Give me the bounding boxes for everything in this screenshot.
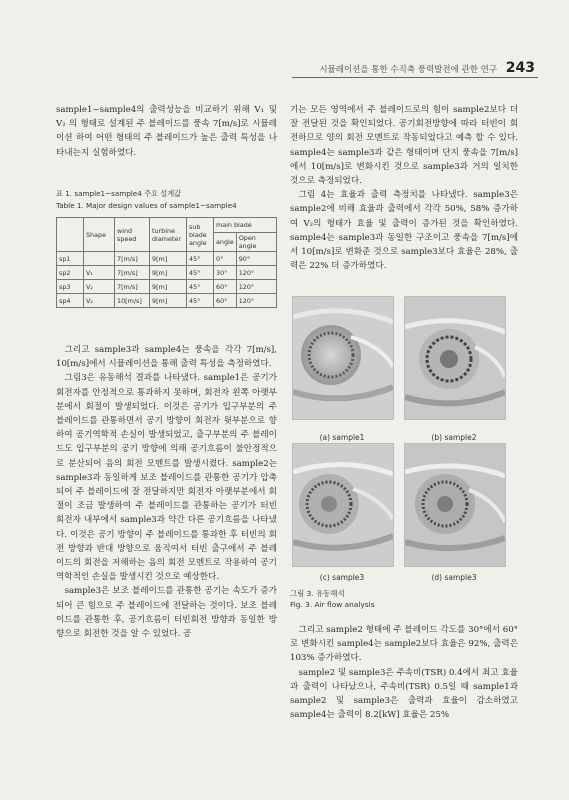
table-row: sp2 V₁ 7[m/s] 9[m] 45° 30° 120° bbox=[57, 266, 277, 280]
table-caption-en: Table 1. Major design values of sample1~sample4 bbox=[56, 201, 237, 210]
th-main-blade: main blade bbox=[214, 218, 277, 233]
table-corner bbox=[57, 218, 84, 252]
running-title: 시뮬레이션을 통한 수직축 풍력발전에 관한 연구 bbox=[319, 65, 498, 75]
right-paragraph: sample2 및 sample3은 주속비(TSR) 0.4에서 최고 효율과 출력이 나타났으나, 주속비(TSR) 0.5일 때 sample1과 sample2 및 sample3은 출력과 효율이 감소하였고 sample4는 출력이 8.2[kW] 효율은 25% bbox=[290, 667, 518, 721]
flow-image-sample3-c bbox=[292, 443, 394, 567]
left-paragraph: sample1~sample4의 출력성능을 비교하기 위해 V₁ 및 V₂ 의 형태로 설계된 주 블레이드를 풍속 7[m/s]로 시뮬레이션 하여 어떤 형태의 주 블레이드가 높은 출력 특성을 나타내는지 실험하였다. bbox=[56, 105, 277, 158]
table-row: sp4 V₂ 10[m/s] 9[m] 45° 60° 120° bbox=[57, 294, 277, 308]
th-angle: angle bbox=[214, 233, 237, 252]
table-caption-ko: 표 1. sample1~sample4 주요 설계값 bbox=[56, 189, 182, 198]
th-wind-speed: wind speed bbox=[115, 218, 150, 252]
flow-image-sample1 bbox=[292, 296, 394, 420]
figure-label-b: (b) sample2 bbox=[431, 433, 477, 442]
th-sub-blade-angle: sub blade angle bbox=[187, 218, 214, 252]
right-paragraph: 그림 4는 효율과 출력 측정치를 나타냈다. sample3은 sample2에 비해 효율과 출력에서 각각 50%, 58% 증가하여 V₂의 형태가 효율 및 출력이 증가된 것을 확인하였다. sample4는 sample3과 동일한 구조이고 풍속을 7[m/s]에서 10[m/s]로 변화준 것으로 sample3보다 효율은 28%, 출력은 22% 더 증가하였다. bbox=[290, 190, 518, 272]
right-column-top bbox=[290, 103, 518, 273]
flow-image-sample3-d bbox=[404, 443, 506, 567]
figure-caption-ko: 그림 3. 유동해석 bbox=[290, 589, 345, 598]
right-column-bottom bbox=[290, 623, 518, 722]
figure-label-c: (c) sample3 bbox=[319, 573, 365, 582]
running-header bbox=[295, 60, 535, 76]
right-paragraph: 기는 모든 영역에서 주 블레이드로의 힘이 sample2보다 더 잘 전달된 것을 확인되었다. 공기회전방향에 따라 터빈이 회전하므로 양의 회전 모멘트로 작동되었다고 예측 할 수 있다. sample4는 sample3과 같은 형태이며 단지 풍속을 7[m/s]에서 10[m/s]로 변화시킨 것으로 sample3과 거의 일치한 것으로 측정되었다. bbox=[290, 105, 518, 187]
table-row: sp3 V₂ 7[m/s] 9[m] 45° 60° 120° bbox=[57, 280, 277, 294]
left-paragraph: sample3은 보조 블레이드를 관통한 공기는 속도가 증가되어 큰 힘으로 주 블레이드에 전달하는 것이다. 보조 블레이드를 관통한 후, 공기흐름이 터빈회전 방향과 동일한 방향으로 회전한 것을 알 수 있었다. 공 bbox=[56, 586, 277, 640]
flow-image-sample2 bbox=[404, 296, 506, 420]
design-values-table bbox=[56, 217, 277, 308]
figure-label-d: (d) sample3 bbox=[431, 573, 477, 582]
figure-caption-en: Fig. 3. Air flow analysis bbox=[290, 600, 375, 609]
header-rule bbox=[292, 77, 538, 78]
page-number: 243 bbox=[505, 60, 535, 76]
th-turbine-diameter: turbine diameter bbox=[150, 218, 187, 252]
th-open-angle: Open angle bbox=[236, 233, 276, 252]
left-paragraph: 그리고 sample3과 sample4는 풍속을 각각 7[m/s], 10[m/s]에서 시뮬레이션을 통해 출력 특성을 측정하였다. bbox=[56, 345, 277, 370]
left-column-para1 bbox=[56, 103, 277, 160]
table-row: sp1 7[m/s] 9[m] 45° 0° 90° bbox=[57, 252, 277, 266]
left-paragraph: 그림3은 유동해석 결과를 나타냈다. sample1은 공기가 회전자를 안정적으로 통과하지 못하며, 회전자 왼쪽 아랫부분에서 회절이 발생되었다. 이것은 공기가 입구부분의 주 블레이드를 관통하면서 공기 방향이 회전자 윗부분으로 향하여 공기역학적 손실이 발생되었고, 출구부분의 주 블레이드도 입구부분의 공기 방향에 의해 공기흐름이 불안정적으로 분산되어 음의 회전 모멘트를 발생시켰다. sample2는 sample3과 동일하게 보조 블레이드를 관통한 공기가 압축되어 주 블레이드에 잘 전달하지만 회전자 아랫부분에서 회절이 조금 발생하여 주 블레이드를 관통하는 공기가 터빈 회전자 내부에서 sample3과 약간 다른 공기흐름을 나타냈다. 이것은 공기 방향이 주 블레이드를 통과한 후 터빈의 회전 방향과 반대 방향으로 움직여서 터빈 출구에서 주 블레이드의 회전을 저해하는 음의 회전 모멘트로 작용하여 공기역학적인 손실을 발생시킨 것으로 예상한다. bbox=[56, 373, 277, 583]
right-paragraph: 그리고 sample2 형태에 주 블레이드 각도를 30°에서 60°로 변화시킨 sample4는 sample2보다 효율은 92%, 출력은 103% 증가하였다. bbox=[290, 625, 518, 664]
left-column-body bbox=[56, 343, 277, 641]
th-shape: Shape bbox=[84, 218, 115, 252]
figure-label-a: (a) sample1 bbox=[319, 433, 365, 442]
